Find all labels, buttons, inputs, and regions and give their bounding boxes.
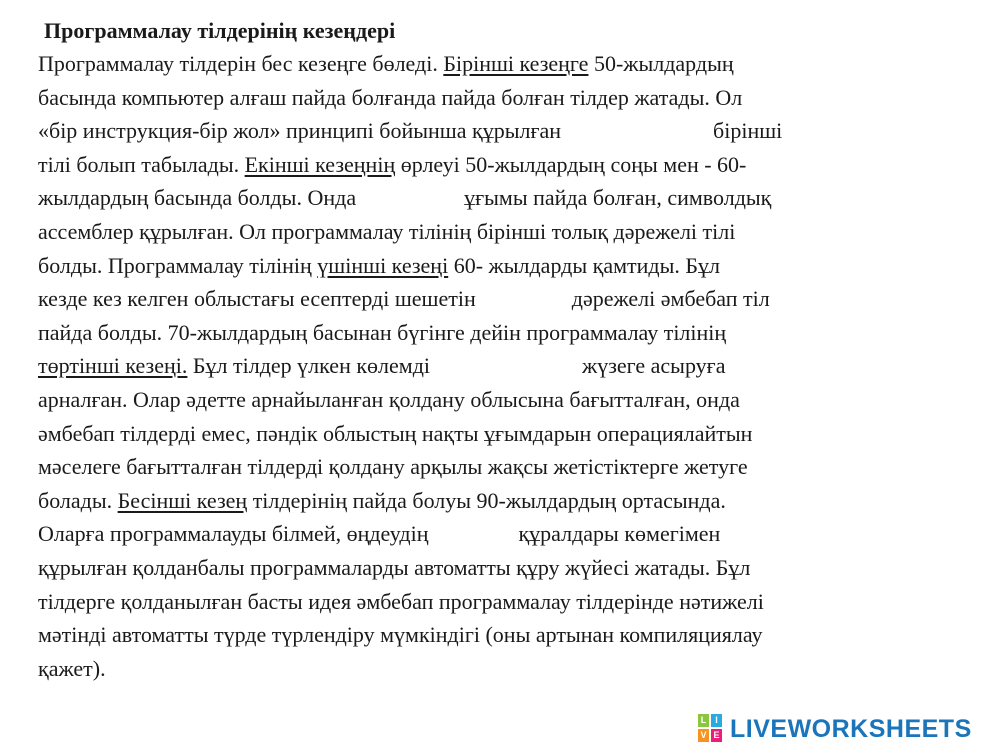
logo-letter: V [698, 729, 709, 742]
text-line [38, 282, 968, 316]
text-line: әмбебап тілдерді емес, пәндік облыстың нақты ұғымдарын операциялайтын [38, 420, 753, 446]
underlined-term: Екінші кезеңнің [244, 151, 396, 177]
text-line [38, 249, 968, 283]
text-line: құрылған қолданбалы программаларды автоматты құру жүйесі жатады. Бұл [38, 554, 751, 580]
underlined-term: Бесінші кезең [117, 487, 248, 513]
text-fragment: жылдардың басында болды. Онда [38, 185, 357, 211]
text-line: басында компьютер алғаш пайда болғанда пайда болған тілдер жатады. Ол [38, 84, 743, 110]
text-fragment: болды. Программалау тілінің [38, 252, 318, 278]
underlined-term: Бірінші кезеңге [443, 51, 589, 76]
liveworksheets-logo-icon [698, 714, 724, 744]
worksheet-text [38, 14, 968, 685]
text-line [38, 181, 968, 215]
text-line [38, 349, 968, 383]
text-fragment: Программалау тілдерін бес кезеңге бөледі. [38, 51, 444, 76]
text-line: пайда болды. 70-жылдардың басынан бүгінге дейін программалау тілінің [38, 319, 727, 345]
text-line [38, 148, 968, 182]
logo-letter: E [711, 729, 722, 742]
text-fragment: болады. [38, 487, 118, 513]
text-line [38, 114, 968, 148]
liveworksheets-logo [698, 712, 972, 746]
text-fragment: тілдерінің пайда болуы 90-жылдардың ортасында. [247, 487, 726, 513]
text-fragment: 50-жылдардың [588, 51, 734, 76]
brand-name: LIVEWORKSHEETS [730, 714, 972, 743]
text-fragment: жүзеге асыруға [582, 353, 726, 379]
text-line: арналған. Олар әдетте арнайыланған қолдану облысына бағытталған, онда [38, 386, 740, 412]
text-line [38, 47, 968, 81]
text-fragment: құралдары көмегімен [518, 521, 721, 547]
text-fragment: ұғымы пайда болған, символдық [464, 185, 772, 211]
underlined-term: үшінші кезеңі [317, 252, 449, 278]
logo-letter: I [711, 714, 722, 727]
text-fragment: Оларға программалауды білмей, өңдеудің [38, 521, 429, 547]
text-line: мәселеге бағытталған тілдерді қолдану арқылы жақсы жетістіктерге жетуге [38, 454, 748, 480]
text-fragment: өрлеуі 50-жылдардың соңы мен - 60- [395, 151, 747, 177]
underlined-term: төртінші кезеңі. [38, 353, 188, 379]
text-fragment: кезде кез келген облыстағы есептерді шешетін [38, 286, 476, 312]
text-fragment: 60- жылдарды қамтиды. Бұл [448, 252, 720, 278]
text-fragment: бірінші [713, 118, 783, 144]
text-line: тілдерге қолданылған басты идея әмбебап программалау тілдерінде нәтижелі [38, 588, 764, 614]
text-line [38, 484, 968, 518]
text-line [38, 517, 968, 551]
text-fragment: «бір инструкция-бір жол» принципі бойынша құрылған [38, 118, 562, 144]
worksheet-title: Программалау тілдерінің кезеңдері [44, 18, 396, 43]
text-line: қажет). [38, 655, 106, 681]
text-line: ассемблер құрылған. Ол программалау тілінің бірінші толық дәрежелі тілі [38, 218, 736, 244]
text-fragment: тілі болып табылады. [38, 151, 245, 177]
logo-letter: L [698, 714, 709, 727]
text-line: мәтінді автоматты түрде түрлендіру мүмкіндігі (оны артынан компиляциялау [38, 622, 763, 648]
text-fragment: Бұл тілдер үлкен көлемді [187, 353, 430, 379]
text-fragment: дәрежелі әмбебап тіл [571, 286, 770, 312]
